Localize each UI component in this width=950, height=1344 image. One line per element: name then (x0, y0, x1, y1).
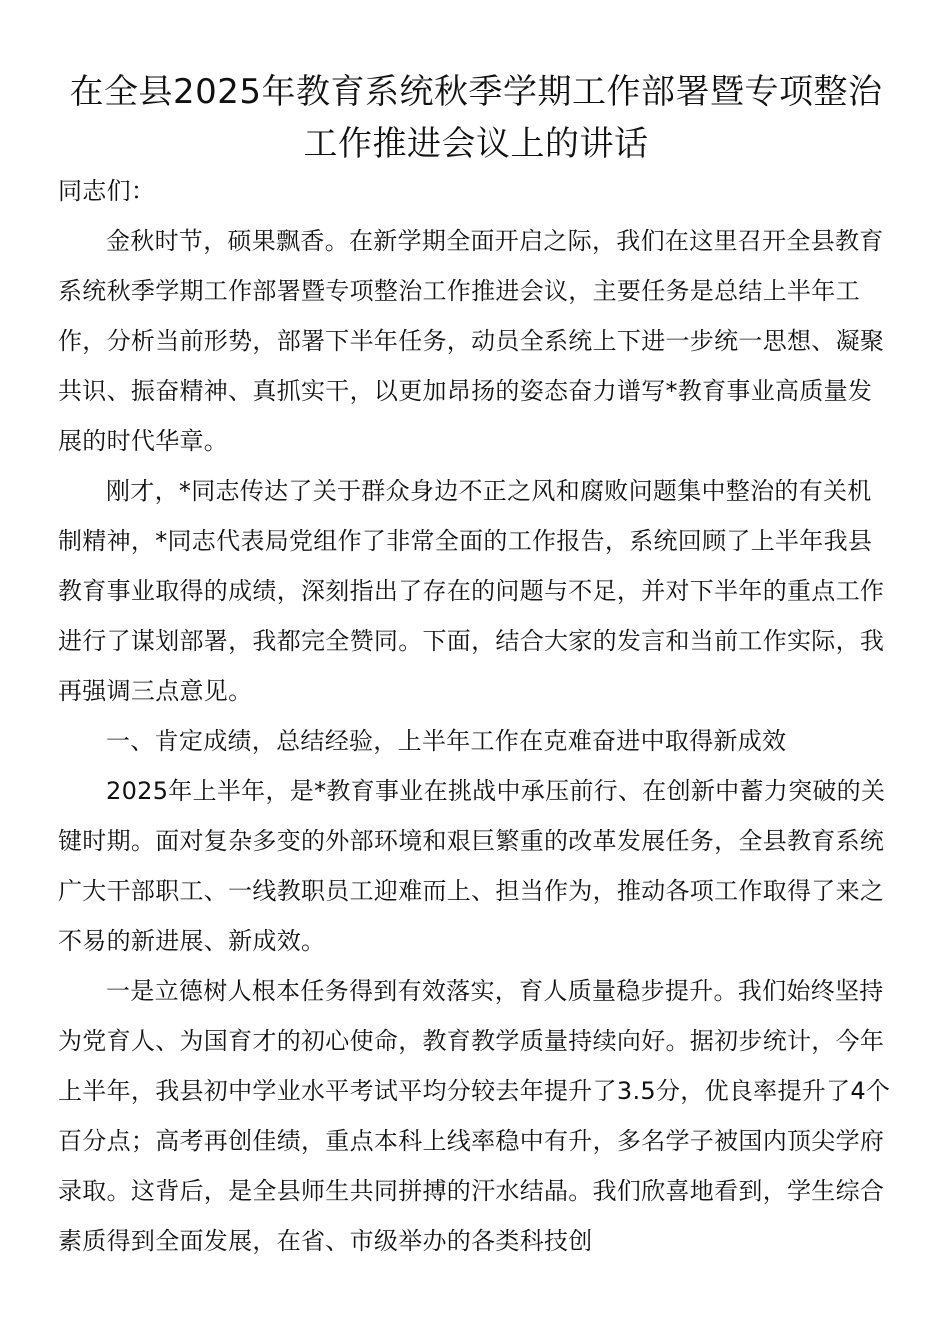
document-title: 在全县2025年教育系统秋季学期工作部署暨专项整治工作推进会议上的讲话 (69, 72, 883, 164)
paragraph-context: 刚才，*同志传达了关于群众身边不正之风和腐败问题集中整治的有关机制精神，*同志代表局党组作了非常全面的工作报告，系统回顾了上半年我县教育事业取得的成绩，深刻指出了存在的问题与不足，并对下半年的重点工作进行了谋划部署，我都完全赞同。下面，结合大家的发言和当前工作实际，我再强调三点意见。 (58, 477, 885, 705)
salutation: 同志们： (58, 177, 156, 205)
paragraph-overview: 2025年上半年，是*教育事业在挑战中承压前行、在创新中蓄力突破的关键时期。面对复杂多变的外部环境和艰巨繁重的改革发展任务，全县教育系统广大干部职工、一线教职员工迎难而上、担当作为，推动各项工作取得了来之不易的新进展、新成效。 (58, 777, 886, 955)
section-heading-1: 一、肯定成绩，总结经验，上半年工作在克难奋进中取得新成效 (106, 727, 787, 755)
paragraph-point-1: 一是立德树人根本任务得到有效落实，育人质量稳步提升。我们始终坚持为党育人、为国育才的初心使命，教育教学质量持续向好。据初步统计，今年上半年，我县初中学业水平考试平均分较去年提升了3.5分，优良率提升了4个百分点；高考再创佳绩，重点本科上线率稳中有升，多名学子被国内顶尖学府录取。这背后，是全县师生共同拼搏的汗水结晶。我们欣喜地看到，学生综合素质得到全面发展，在省、市级举办的各类科技创 (58, 977, 891, 1255)
document-body (58, 166, 894, 1266)
paragraph-intro: 金秋时节，硕果飘香。在新学期全面开启之际，我们在这里召开全县教育系统秋季学期工作部署暨专项整治工作推进会议，主要任务是总结上半年工作，分析当前形势，部署下半年任务，动员全系统上下进一步统一思想、凝聚共识、振奋精神、真抓实干，以更加昂扬的姿态奋力谱写*教育事业高质量发展的时代华章。 (58, 227, 885, 455)
